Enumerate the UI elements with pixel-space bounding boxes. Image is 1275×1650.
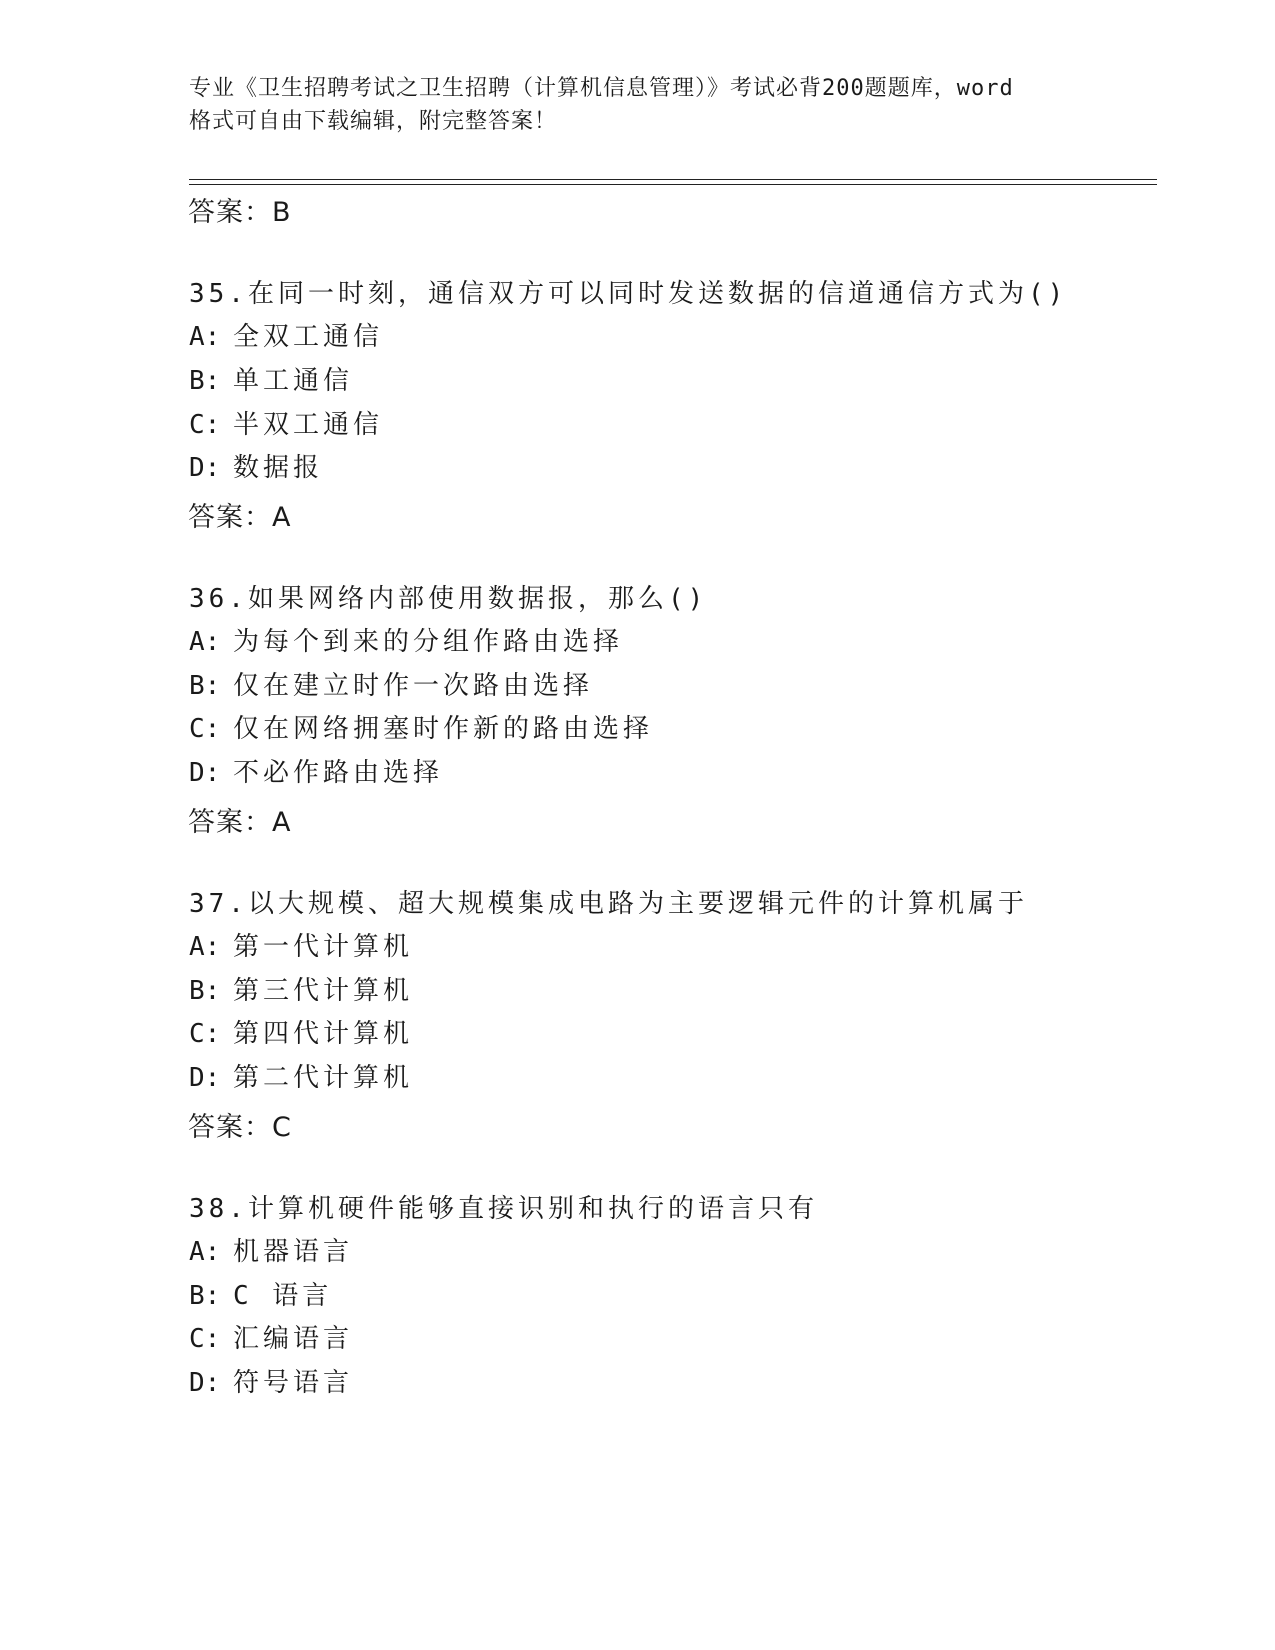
option-text: C 语言 xyxy=(233,1281,333,1311)
question-38: 38.计算机硬件能够直接识别和执行的语言只有 xyxy=(189,1194,818,1224)
header-divider-top xyxy=(189,179,1157,180)
option-37-d xyxy=(189,1057,413,1094)
option-text: 为每个到来的分组作路由选择 xyxy=(233,627,624,657)
option-letter: A: xyxy=(189,322,221,352)
option-35-b xyxy=(189,360,353,397)
question-37: 37.以大规模、超大规模集成电路为主要逻辑元件的计算机属于 xyxy=(189,889,1028,919)
header-line-2: 格式可自由下载编辑，附完整答案！ xyxy=(189,109,558,134)
option-letter: A: xyxy=(189,932,221,962)
question-35: 35.在同一时刻，通信双方可以同时发送数据的信道通信方式为() xyxy=(189,279,1068,309)
option-letter: D: xyxy=(189,453,221,483)
option-36-d xyxy=(189,752,443,789)
option-38-d xyxy=(189,1362,353,1399)
option-letter: B: xyxy=(189,366,221,396)
option-text: 数据报 xyxy=(233,453,324,483)
option-letter: D: xyxy=(189,758,221,788)
option-text: 单工通信 xyxy=(233,366,354,396)
option-letter: C: xyxy=(189,410,221,440)
option-37-b xyxy=(189,970,413,1007)
option-text: 第四代计算机 xyxy=(233,1019,414,1049)
option-36-a xyxy=(189,621,623,658)
header-line-1: 专业《卫生招聘考试之卫生招聘（计算机信息管理）》考试必背200题题库，word xyxy=(189,76,1014,101)
option-35-c xyxy=(189,404,383,441)
option-37-a xyxy=(189,926,413,963)
option-38-b xyxy=(189,1275,332,1312)
answer-34: 答案：B xyxy=(188,197,292,228)
option-text: 仅在建立时作一次路由选择 xyxy=(233,671,594,701)
option-letter: C: xyxy=(189,714,221,744)
option-text: 符号语言 xyxy=(233,1368,354,1398)
option-36-b xyxy=(189,665,593,702)
option-letter: A: xyxy=(189,627,221,657)
option-text: 不必作路由选择 xyxy=(233,758,444,788)
option-37-c xyxy=(189,1013,413,1050)
answer-37: 答案：C xyxy=(188,1112,292,1143)
option-38-c xyxy=(189,1318,353,1355)
question-36: 36.如果网络内部使用数据报，那么() xyxy=(189,584,708,614)
option-text: 第二代计算机 xyxy=(233,1063,414,1093)
header-divider-bottom xyxy=(189,184,1157,185)
answer-35: 答案：A xyxy=(188,502,292,533)
option-text: 第三代计算机 xyxy=(233,976,414,1006)
option-letter: B: xyxy=(189,1281,221,1311)
option-36-c xyxy=(189,708,653,745)
option-text: 汇编语言 xyxy=(233,1324,354,1354)
option-35-a xyxy=(189,316,383,353)
option-letter: C: xyxy=(189,1019,221,1049)
option-text: 半双工通信 xyxy=(233,410,384,440)
option-text: 第一代计算机 xyxy=(233,932,414,962)
option-text: 仅在网络拥塞时作新的路由选择 xyxy=(233,714,654,744)
option-letter: D: xyxy=(189,1368,221,1398)
option-letter: D: xyxy=(189,1063,221,1093)
option-letter: C: xyxy=(189,1324,221,1354)
option-letter: B: xyxy=(189,671,221,701)
option-38-a xyxy=(189,1231,353,1268)
option-letter: A: xyxy=(189,1237,221,1267)
option-text: 全双工通信 xyxy=(233,322,384,352)
document-header xyxy=(189,72,1089,138)
option-text: 机器语言 xyxy=(233,1237,354,1267)
option-letter: B: xyxy=(189,976,221,1006)
answer-36: 答案：A xyxy=(188,807,292,838)
option-35-d xyxy=(189,447,323,484)
